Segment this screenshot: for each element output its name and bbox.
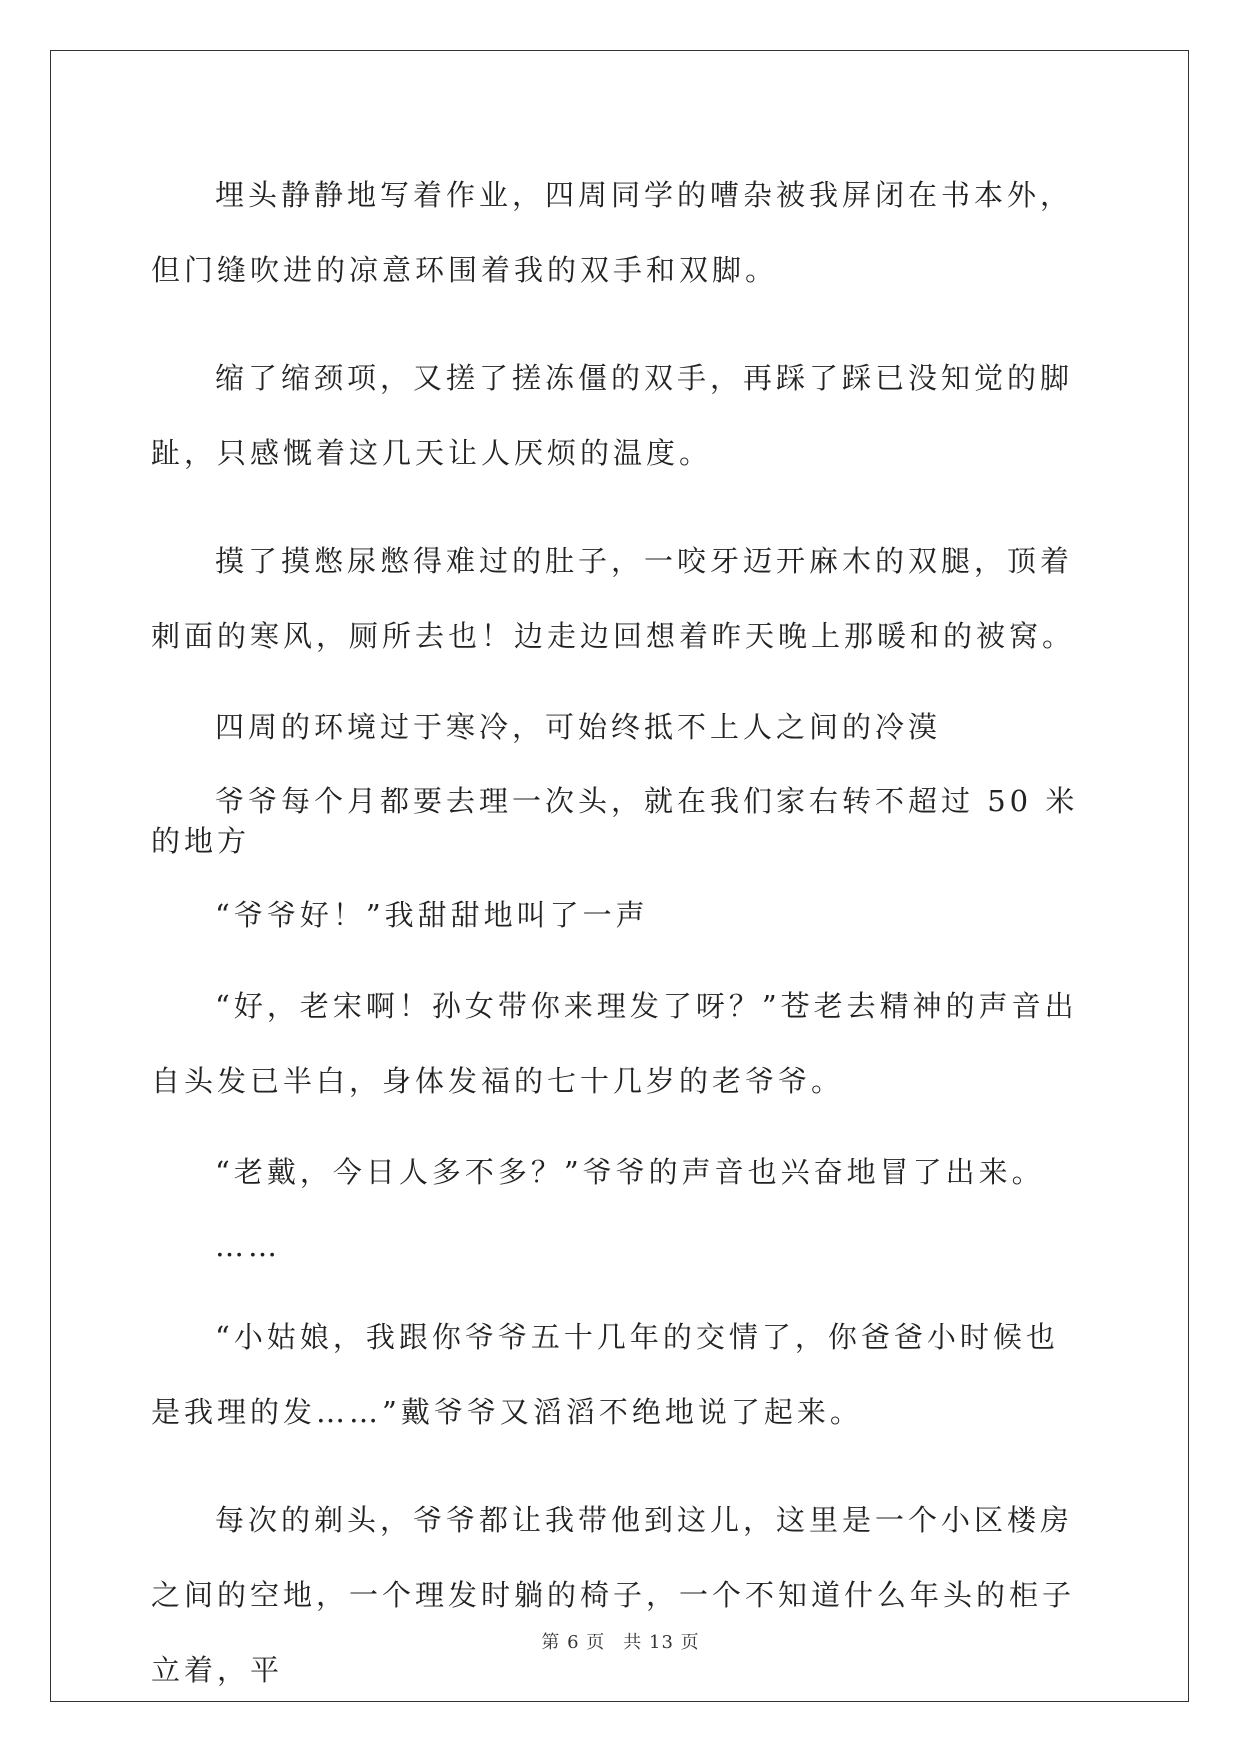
paragraph-7: “好，老宋啊！孙女带你来理发了呀？”苍老去精神的声音出自头发已半白，身体发福的七十几岁的老爷爷。 — [151, 989, 1078, 1098]
page-number: 第 6 页 — [541, 1632, 606, 1653]
paragraph-10: “小姑娘，我跟你爷爷五十几年的交情了，你爸爸小时候也是我理的发……”戴爷爷又滔滔不绝地说了起来。 — [151, 1320, 1059, 1429]
paragraph-5: 爷爷每个月都要去理一次头，就在我们家右转不超过 50 米的地方 — [151, 784, 1079, 858]
paragraph-4: 四周的环境过于寒冷，可始终抵不上人之间的冷漠 — [215, 710, 942, 744]
paragraph-3: 摸了摸憋尿憋得难过的肚子，一咬牙迈开麻木的双腿，顶着刺面的寒风，厕所去也！边走边回想着昨天晚上那暖和的被窝。 — [151, 544, 1076, 653]
page-footer — [0, 1628, 1241, 1654]
paragraph-6: “爷爷好！”我甜甜地叫了一声 — [215, 898, 649, 932]
paragraph-9-ellipsis: …… — [215, 1229, 281, 1263]
paragraph-11: 每次的剃头，爷爷都让我带他到这儿，这里是一个小区楼房之间的空地，一个理发时躺的椅子，一个不知道什么年头的柜子立着，平 — [151, 1503, 1076, 1687]
page-total: 共 13 页 — [623, 1632, 700, 1653]
paragraph-8: “老戴，今日人多不多？”爷爷的声音也兴奋地冒了出来。 — [215, 1155, 1045, 1189]
document-body — [151, 158, 1091, 1741]
paragraph-2: 缩了缩颈项，又搓了搓冻僵的双手，再踩了踩已没知觉的脚趾，只感慨着这几天让人厌烦的温度。 — [151, 361, 1074, 470]
paragraph-1: 埋头静静地写着作业，四周同学的嘈杂被我屏闭在书本外，但门缝吹进的凉意环围着我的双手和双脚。 — [151, 178, 1074, 287]
